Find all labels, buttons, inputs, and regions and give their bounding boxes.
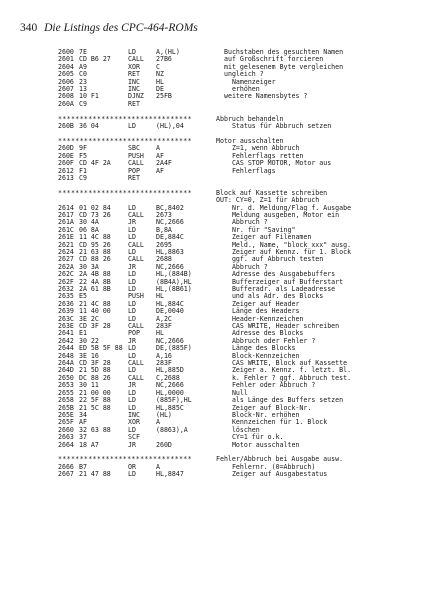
line-hex-bytes: C9 bbox=[79, 173, 87, 182]
line-address: 262F bbox=[58, 277, 74, 286]
line-operand: NZ bbox=[156, 70, 164, 79]
line-mnemonic: LD bbox=[128, 403, 136, 412]
line-comment: Status für Abbruch setzen bbox=[224, 122, 332, 131]
line-hex-bytes: 21 63 88 bbox=[79, 247, 111, 256]
line-mnemonic: CALL bbox=[128, 322, 144, 331]
separator-stars: ******************************* bbox=[58, 136, 192, 145]
line-hex-bytes: 01 02 84 bbox=[79, 203, 111, 212]
line-mnemonic: LD bbox=[128, 48, 136, 56]
page-header bbox=[20, 22, 198, 34]
line-hex-bytes: 9F bbox=[79, 144, 87, 153]
line-hex-bytes: 21 5D 88 bbox=[79, 366, 111, 375]
line-comment: Adresse des Blocks bbox=[224, 329, 304, 338]
line-mnemonic: CALL bbox=[128, 210, 144, 219]
line-comment: CAS WRITE, Header schreiben bbox=[224, 322, 340, 331]
line-hex-bytes: 30 3A bbox=[79, 262, 99, 271]
line-comment: erhöhen bbox=[224, 85, 260, 94]
line-operand: 2688 bbox=[156, 255, 172, 264]
section-title: Abbruch behandeln bbox=[216, 114, 284, 123]
line-address: 261A bbox=[58, 218, 74, 227]
line-address: 2600 bbox=[58, 48, 74, 56]
line-mnemonic: CALL bbox=[128, 159, 144, 168]
line-address: 2636 bbox=[58, 299, 74, 308]
line-hex-bytes: 23 bbox=[79, 77, 87, 86]
line-mnemonic: LD bbox=[128, 203, 136, 212]
line-comment: Kennzeichen für 1. Block bbox=[224, 418, 328, 427]
line-hex-bytes: B7 bbox=[79, 462, 87, 471]
line-mnemonic: LD bbox=[128, 122, 136, 131]
line-address: 2607 bbox=[58, 85, 74, 94]
line-mnemonic: SBC bbox=[128, 144, 140, 153]
line-mnemonic: LD bbox=[128, 270, 136, 279]
line-comment: weitere Namensbytes ? bbox=[224, 92, 308, 101]
line-mnemonic: LD bbox=[128, 344, 136, 353]
line-operand: A bbox=[156, 462, 160, 471]
line-hex-bytes: 21 4C 88 bbox=[79, 299, 111, 308]
line-mnemonic: LD bbox=[128, 351, 136, 360]
line-mnemonic: JR bbox=[128, 336, 136, 345]
line-comment: Bufferzeiger auf Bufferstart bbox=[224, 277, 344, 286]
line-operand: A,(HL) bbox=[156, 48, 180, 56]
line-mnemonic: LD bbox=[128, 425, 136, 434]
line-comment: Abbruch ? bbox=[224, 262, 268, 271]
line-operand: (885F),HL bbox=[156, 396, 192, 405]
line-comment: Fehlerflags retten bbox=[224, 151, 304, 160]
code-line bbox=[58, 101, 408, 108]
line-operand: 27B6 bbox=[156, 55, 172, 64]
line-address: 2644 bbox=[58, 344, 74, 353]
line-operand: NC,2666 bbox=[156, 381, 184, 390]
line-mnemonic: LD bbox=[128, 396, 136, 405]
line-hex-bytes: 2A 61 8B bbox=[79, 285, 111, 293]
line-operand: HL,(8B61) bbox=[156, 285, 192, 293]
line-hex-bytes: 7E bbox=[79, 48, 87, 56]
line-operand: 283F bbox=[156, 359, 172, 368]
line-address: 2653 bbox=[58, 381, 74, 390]
line-address: 260E bbox=[58, 151, 74, 160]
line-hex-bytes: E1 bbox=[79, 329, 87, 338]
line-address: 2666 bbox=[58, 462, 74, 471]
separator-stars: ******************************* bbox=[58, 188, 192, 197]
line-comment: Fehler oder Abbruch ? bbox=[224, 381, 316, 390]
line-address: 2642 bbox=[58, 336, 74, 345]
line-comment: Abbruch oder Fehler ? bbox=[224, 336, 316, 345]
line-operand: HL,885D bbox=[156, 366, 184, 375]
line-comment: löschen bbox=[224, 425, 260, 434]
line-address: 2613 bbox=[58, 173, 74, 182]
line-mnemonic: RET bbox=[128, 70, 140, 79]
line-address: 264A bbox=[58, 359, 74, 368]
line-mnemonic: LD bbox=[128, 299, 136, 308]
line-address: 265E bbox=[58, 410, 74, 419]
line-hex-bytes: 2A 4B 88 bbox=[79, 270, 111, 279]
line-operand: AF bbox=[156, 166, 164, 175]
line-comment: Nr. für "Saving" bbox=[224, 225, 296, 234]
line-operand: BC,8402 bbox=[156, 203, 184, 212]
line-mnemonic: RET bbox=[128, 173, 140, 182]
line-operand: 2673 bbox=[156, 210, 172, 219]
line-comment: Bufferadr. als Ladeadresse bbox=[224, 285, 336, 293]
line-comment: Block-Kennzeichen bbox=[224, 351, 300, 360]
line-mnemonic: PUSH bbox=[128, 151, 144, 160]
section-title: Fehler/Abbruch bei Ausgabe ausw. bbox=[216, 455, 344, 464]
line-hex-bytes: C9 bbox=[79, 99, 87, 108]
line-address: 2641 bbox=[58, 329, 74, 338]
line-address: 2635 bbox=[58, 292, 74, 301]
line-operand: DE,884C bbox=[156, 233, 184, 242]
line-operand: HL,0000 bbox=[156, 388, 184, 397]
line-address: 2639 bbox=[58, 307, 74, 316]
line-address: 2608 bbox=[58, 92, 74, 101]
line-hex-bytes: 22 4A 8B bbox=[79, 277, 111, 286]
line-address: 261C bbox=[58, 225, 74, 234]
line-address: 2624 bbox=[58, 247, 74, 256]
line-address: 2655 bbox=[58, 388, 74, 397]
line-comment: Zeiger auf Ausgabestatus bbox=[224, 470, 328, 479]
line-comment: Meldung ausgeben, Motor ein bbox=[224, 210, 340, 219]
line-operand: HL bbox=[156, 292, 164, 301]
line-address: 2648 bbox=[58, 351, 74, 360]
line-comment: Null bbox=[224, 388, 248, 397]
line-operand: (8B4A),HL bbox=[156, 277, 192, 286]
code-line bbox=[58, 168, 408, 175]
line-address: 260D bbox=[58, 144, 74, 153]
line-address: 2617 bbox=[58, 210, 74, 219]
separator-stars: ******************************* bbox=[58, 455, 192, 464]
line-mnemonic: POP bbox=[128, 166, 140, 175]
line-address: 262A bbox=[58, 262, 74, 271]
line-comment: Länge des Headers bbox=[224, 307, 300, 316]
line-mnemonic: PUSH bbox=[128, 292, 144, 301]
line-comment: Motor ausschalten bbox=[224, 440, 300, 449]
line-mnemonic: LD bbox=[128, 366, 136, 375]
line-hex-bytes: CD 73 26 bbox=[79, 210, 111, 219]
line-mnemonic: LD bbox=[128, 314, 136, 323]
line-mnemonic: LD bbox=[128, 470, 136, 479]
line-address: 2650 bbox=[58, 373, 74, 382]
line-mnemonic: JR bbox=[128, 381, 136, 390]
line-operand: HL bbox=[156, 77, 164, 86]
line-address: 260B bbox=[58, 122, 74, 131]
line-mnemonic: RET bbox=[128, 99, 140, 108]
code-line bbox=[58, 471, 408, 478]
line-comment: auf Großschrift forcieren bbox=[224, 55, 324, 64]
line-address: 2614 bbox=[58, 203, 74, 212]
line-hex-bytes: 21 47 88 bbox=[79, 470, 111, 479]
line-mnemonic: JR bbox=[128, 262, 136, 271]
line-mnemonic: LD bbox=[128, 307, 136, 316]
line-comment: CAS STOP MOTOR, Motor aus bbox=[224, 159, 332, 168]
line-address: 2663 bbox=[58, 433, 74, 442]
line-comment: Zeiger a. Kennz. f. letzt. Bl. bbox=[224, 366, 352, 375]
line-address: 2605 bbox=[58, 70, 74, 79]
line-operand: 2A4F bbox=[156, 159, 172, 168]
line-mnemonic: CALL bbox=[128, 373, 144, 382]
line-operand: NC,2666 bbox=[156, 336, 184, 345]
line-hex-bytes: AF bbox=[79, 418, 87, 427]
line-comment: k. Fehler ? ggf. Abbruch test. bbox=[224, 373, 352, 382]
line-hex-bytes: 34 bbox=[79, 410, 87, 419]
line-operand: AF bbox=[156, 151, 164, 160]
line-hex-bytes: DC 88 26 bbox=[79, 373, 111, 382]
line-address: 263E bbox=[58, 322, 74, 331]
line-comment: CY=1 für o.k. bbox=[224, 433, 284, 442]
separator-stars: ******************************* bbox=[58, 114, 192, 123]
line-operand: NC,2666 bbox=[156, 262, 184, 271]
line-operand: HL,884C bbox=[156, 299, 184, 308]
line-hex-bytes: 11 40 00 bbox=[79, 307, 111, 316]
line-operand: (HL) bbox=[156, 410, 172, 419]
line-comment: Zeiger auf Block-Nr. bbox=[224, 403, 312, 412]
code-line bbox=[58, 442, 408, 449]
line-mnemonic: LD bbox=[128, 388, 136, 397]
line-mnemonic: LD bbox=[128, 285, 136, 293]
line-operand: A,2C bbox=[156, 314, 172, 323]
line-hex-bytes: CD 88 26 bbox=[79, 255, 111, 264]
line-mnemonic: DJNZ bbox=[128, 92, 144, 101]
line-hex-bytes: 32 63 88 bbox=[79, 425, 111, 434]
line-comment: ggf. auf Abbruch testen bbox=[224, 255, 324, 264]
assembly-listing bbox=[58, 49, 408, 479]
line-hex-bytes: 3E 2C bbox=[79, 314, 99, 323]
line-operand: HL bbox=[156, 329, 164, 338]
line-operand: B,8A bbox=[156, 225, 172, 234]
line-mnemonic: LD bbox=[128, 247, 136, 256]
line-hex-bytes: 10 F1 bbox=[79, 92, 99, 101]
line-comment: Länge des Blocks bbox=[224, 344, 296, 353]
line-mnemonic: JR bbox=[128, 440, 136, 449]
line-mnemonic: CALL bbox=[128, 255, 144, 264]
line-operand: A bbox=[156, 144, 160, 153]
line-operand: 283F bbox=[156, 322, 172, 331]
line-operand: 260D bbox=[156, 440, 172, 449]
line-address: 2601 bbox=[58, 55, 74, 64]
line-operand: C,2688 bbox=[156, 373, 180, 382]
section-title: Motor ausschalten bbox=[216, 136, 284, 145]
line-mnemonic: CALL bbox=[128, 55, 144, 64]
line-hex-bytes: 3E 16 bbox=[79, 351, 99, 360]
line-hex-bytes: CD 3F 28 bbox=[79, 359, 111, 368]
section-note-text: OUT: CY=0, Z=1 für Abbruch bbox=[216, 196, 320, 205]
line-operand: (8863),A bbox=[156, 425, 188, 434]
line-comment: Adresse des Ausgabebuffers bbox=[224, 270, 336, 279]
section-title: Block auf Kassette schreiben bbox=[216, 188, 328, 197]
line-hex-bytes: CD 95 26 bbox=[79, 240, 111, 249]
line-comment: und als Adr. des Blocks bbox=[224, 292, 324, 301]
line-hex-bytes: 30 11 bbox=[79, 381, 99, 390]
line-address: 2627 bbox=[58, 255, 74, 264]
line-comment: Nr. d. Meldung/Flag f. Ausgabe bbox=[224, 203, 352, 212]
line-hex-bytes: 22 5F 88 bbox=[79, 396, 111, 405]
line-mnemonic: INC bbox=[128, 77, 140, 86]
line-hex-bytes: CD 4F 2A bbox=[79, 159, 111, 168]
line-operand: 25FB bbox=[156, 92, 172, 101]
line-hex-bytes: 37 bbox=[79, 433, 87, 442]
line-hex-bytes: 36 04 bbox=[79, 122, 99, 131]
line-comment: Block-Nr. erhöhen bbox=[224, 410, 300, 419]
line-hex-bytes: ED 5B 5F 88 bbox=[79, 344, 123, 353]
code-line bbox=[58, 123, 408, 130]
line-operand: A,16 bbox=[156, 351, 172, 360]
line-comment: Meld., Name, "block xxx" ausg. bbox=[224, 240, 352, 249]
line-operand: HL,(884B) bbox=[156, 270, 192, 279]
line-comment: Zeiger auf Header bbox=[224, 299, 300, 308]
line-mnemonic: XOR bbox=[128, 62, 140, 71]
line-hex-bytes: A9 bbox=[79, 62, 87, 71]
line-comment: Buchstaben des gesuchten Namen bbox=[224, 48, 344, 56]
line-address: 2621 bbox=[58, 240, 74, 249]
line-operand: (HL),04 bbox=[156, 122, 184, 131]
line-comment: mit gelesenem Byte vergleichen bbox=[224, 62, 344, 71]
line-operand: DE,(885F) bbox=[156, 344, 192, 353]
page-number: 340 bbox=[20, 22, 38, 34]
line-mnemonic: LD bbox=[128, 233, 136, 242]
line-hex-bytes: E5 bbox=[79, 292, 87, 301]
line-address: 2664 bbox=[58, 440, 74, 449]
line-comment: Header-Kennzeichen bbox=[224, 314, 304, 323]
line-operand: 2695 bbox=[156, 240, 172, 249]
line-mnemonic: CALL bbox=[128, 240, 144, 249]
line-operand: NC,2666 bbox=[156, 218, 184, 227]
line-comment: als Länge des Buffers setzen bbox=[224, 396, 344, 405]
line-hex-bytes: C0 bbox=[79, 70, 87, 79]
line-hex-bytes: 11 4C 88 bbox=[79, 233, 111, 242]
line-operand: A bbox=[156, 418, 160, 427]
line-address: 2660 bbox=[58, 425, 74, 434]
line-operand: DE bbox=[156, 85, 164, 94]
line-address: 261E bbox=[58, 233, 74, 242]
line-address: 264D bbox=[58, 366, 74, 375]
line-operand: HL,885C bbox=[156, 403, 184, 412]
line-mnemonic: INC bbox=[128, 85, 140, 94]
line-hex-bytes: 30 4A bbox=[79, 218, 99, 227]
line-comment: Fehlerflags bbox=[224, 166, 276, 175]
line-mnemonic: CALL bbox=[128, 359, 144, 368]
line-hex-bytes: 21 5C 88 bbox=[79, 403, 111, 412]
line-comment: Abbruch ? bbox=[224, 218, 268, 227]
line-mnemonic: OR bbox=[128, 462, 136, 471]
line-comment: Z=1, wenn Abbruch bbox=[224, 144, 300, 153]
line-hex-bytes: CD 3F 28 bbox=[79, 322, 111, 331]
line-mnemonic: XOR bbox=[128, 418, 140, 427]
line-address: 260A bbox=[58, 99, 74, 108]
line-comment: Namenzeiger bbox=[224, 77, 276, 86]
line-comment: ungleich ? bbox=[224, 70, 264, 79]
line-operand: C bbox=[156, 62, 160, 71]
line-hex-bytes: 06 8A bbox=[79, 225, 99, 234]
line-comment: CAS WRITE, Block auf Kassette bbox=[224, 359, 348, 368]
line-comment: Fehlernr. (0=Abbruch) bbox=[224, 462, 316, 471]
line-comment: Zeiger auf Kennz. für 1. Block bbox=[224, 247, 352, 256]
page-title: Die Listings des CPC-464-ROMs bbox=[44, 22, 198, 34]
line-address: 262C bbox=[58, 270, 74, 279]
line-mnemonic: LD bbox=[128, 277, 136, 286]
line-address: 2604 bbox=[58, 62, 74, 71]
line-address: 265B bbox=[58, 403, 74, 412]
code-line bbox=[58, 175, 408, 182]
line-address: 2606 bbox=[58, 77, 74, 86]
line-comment: Zeiger auf Filenamen bbox=[224, 233, 312, 242]
line-hex-bytes: 13 bbox=[79, 85, 87, 94]
line-hex-bytes: CD B6 27 bbox=[79, 55, 111, 64]
line-mnemonic: JR bbox=[128, 218, 136, 227]
line-hex-bytes: 21 00 00 bbox=[79, 388, 111, 397]
line-operand: HL,8863 bbox=[156, 247, 184, 256]
line-mnemonic: POP bbox=[128, 329, 140, 338]
line-address: 2632 bbox=[58, 285, 74, 293]
line-address: 2667 bbox=[58, 470, 74, 479]
line-operand: DE,0040 bbox=[156, 307, 184, 316]
line-mnemonic: INC bbox=[128, 410, 140, 419]
code-line bbox=[58, 93, 408, 100]
line-hex-bytes: F5 bbox=[79, 151, 87, 160]
line-operand: HL,8847 bbox=[156, 470, 184, 479]
line-address: 265F bbox=[58, 418, 74, 427]
line-mnemonic: SCF bbox=[128, 433, 140, 442]
line-address: 260F bbox=[58, 159, 74, 168]
line-address: 2612 bbox=[58, 166, 74, 175]
line-address: 263C bbox=[58, 314, 74, 323]
line-mnemonic: LD bbox=[128, 225, 136, 234]
line-hex-bytes: F1 bbox=[79, 166, 87, 175]
line-hex-bytes: 30 22 bbox=[79, 336, 99, 345]
line-hex-bytes: 18 A7 bbox=[79, 440, 99, 449]
line-address: 2658 bbox=[58, 396, 74, 405]
